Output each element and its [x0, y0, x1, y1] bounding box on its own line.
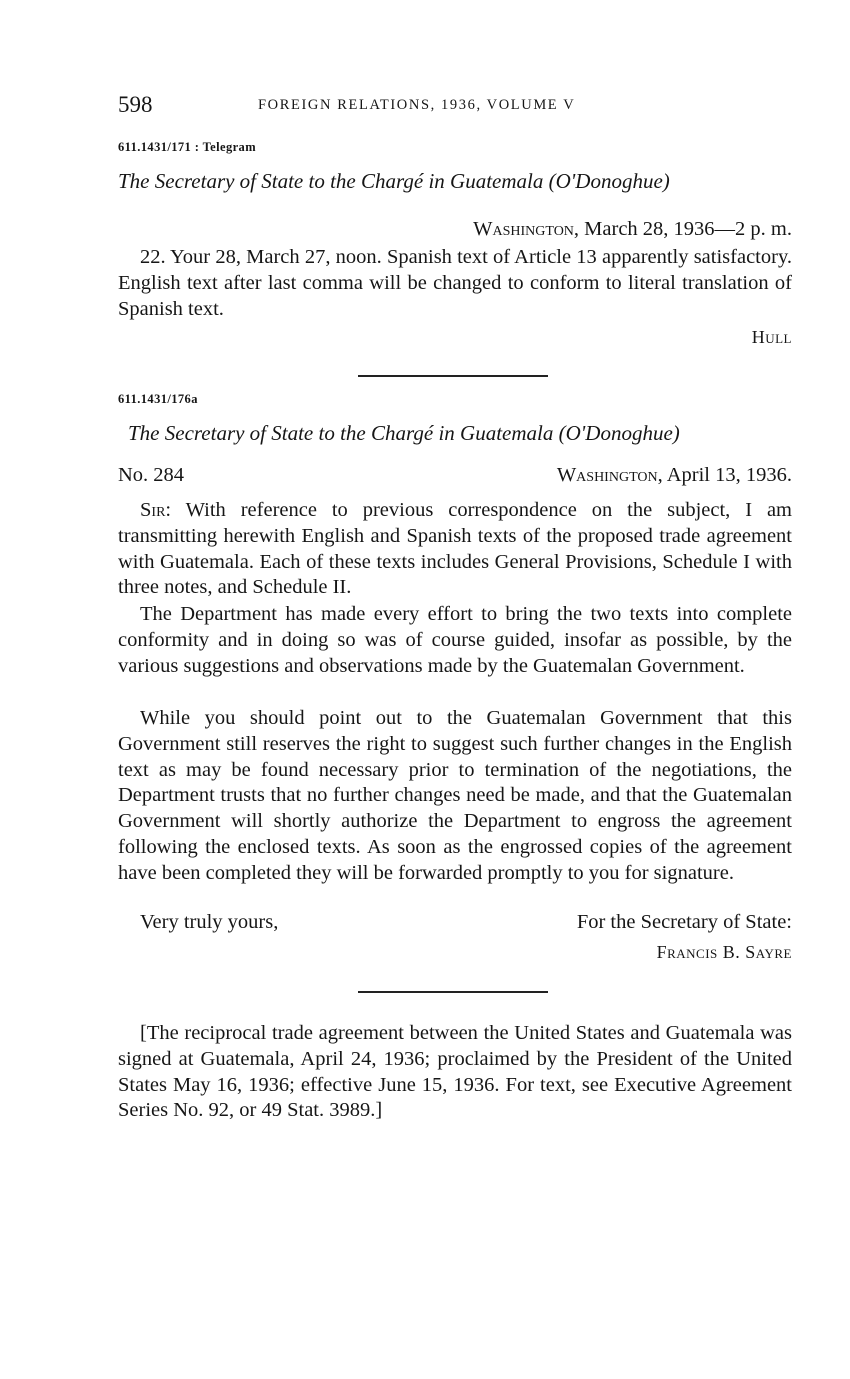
closing: Very truly yours, — [140, 911, 279, 933]
telegram-body: 22. Your 28, March 27, noon. Spanish text of Article 13 apparently satisfactory. English text after last comma will be changed to conform to literal translation of Spanish text. — [118, 246, 792, 320]
letter-paragraph-2: The Department has made every effort to bring the two texts into complete conformity and in doing so was of course guided, insofar as possible, by the various suggestions and observations made by the Guatemalan Government. — [118, 603, 792, 677]
letter-paragraph-1 — [118, 498, 792, 601]
dateline-2 — [557, 464, 792, 487]
section-divider-1 — [358, 375, 548, 377]
letter-paragraph-3: While you should point out to the Guatemalan Government that this Government still reserves the right to suggest such further changes in the English text as may be found necessary prior to termination of the negotiations, the Department trusts that no further changes need be made, and that the Guatemalan Government will shortly authorize the Department to engross the agreement following the enclosed texts. As soon as the engrossed copies of the agreement have been completed they will be forwarded promptly to you for signature. — [118, 707, 792, 884]
page-header — [118, 92, 792, 122]
document-title-2: The Secretary of State to the Chargé in Guatemala (O'Donoghue) — [128, 421, 680, 445]
letter-paragraph-1-text: : With reference to previous correspondence on the subject, I am transmitting herewith English and Spanish texts of the proposed trade agreement with Guatemala. Each of these texts includes General Provisions, Schedule I with three notes, and Schedule II. — [118, 499, 792, 599]
file-reference-1: 611.1431/171 : Telegram — [118, 140, 257, 154]
signature-sayre: Francis B. Sayre — [656, 942, 792, 962]
document-title-1: The Secretary of State to the Chargé in Guatemala (O'Donoghue) — [118, 169, 670, 193]
page-number: 598 — [118, 92, 153, 117]
despatch-number: No. 284 — [118, 464, 185, 486]
dateline-place-2: Washington — [556, 464, 658, 486]
salutation: Sir — [140, 499, 166, 521]
running-head: FOREIGN RELATIONS, 1936, VOLUME V — [258, 97, 576, 113]
editor-note: [The reciprocal trade agreement between the United States and Guatemala was signed at Guatemala, April 24, 1936; proclaimed by the President of the United States May 16, 1936; effective June 15, 1936. For text, see Executive Agreement Series No. 92, or 49 Stat. 3989.] — [118, 1022, 792, 1122]
signature-hull: Hull — [751, 327, 792, 347]
for-secretary-line: For the Secretary of State: — [576, 911, 792, 933]
dateline-date-1: , March 28, 1936—2 p. m. — [573, 218, 792, 240]
dateline-date-2: , April 13, 1936. — [657, 464, 792, 486]
section-divider-2 — [358, 991, 548, 993]
dateline-1 — [473, 218, 792, 241]
dateline-place-1: Washington — [473, 218, 574, 240]
file-reference-2: 611.1431/176a — [118, 392, 198, 406]
